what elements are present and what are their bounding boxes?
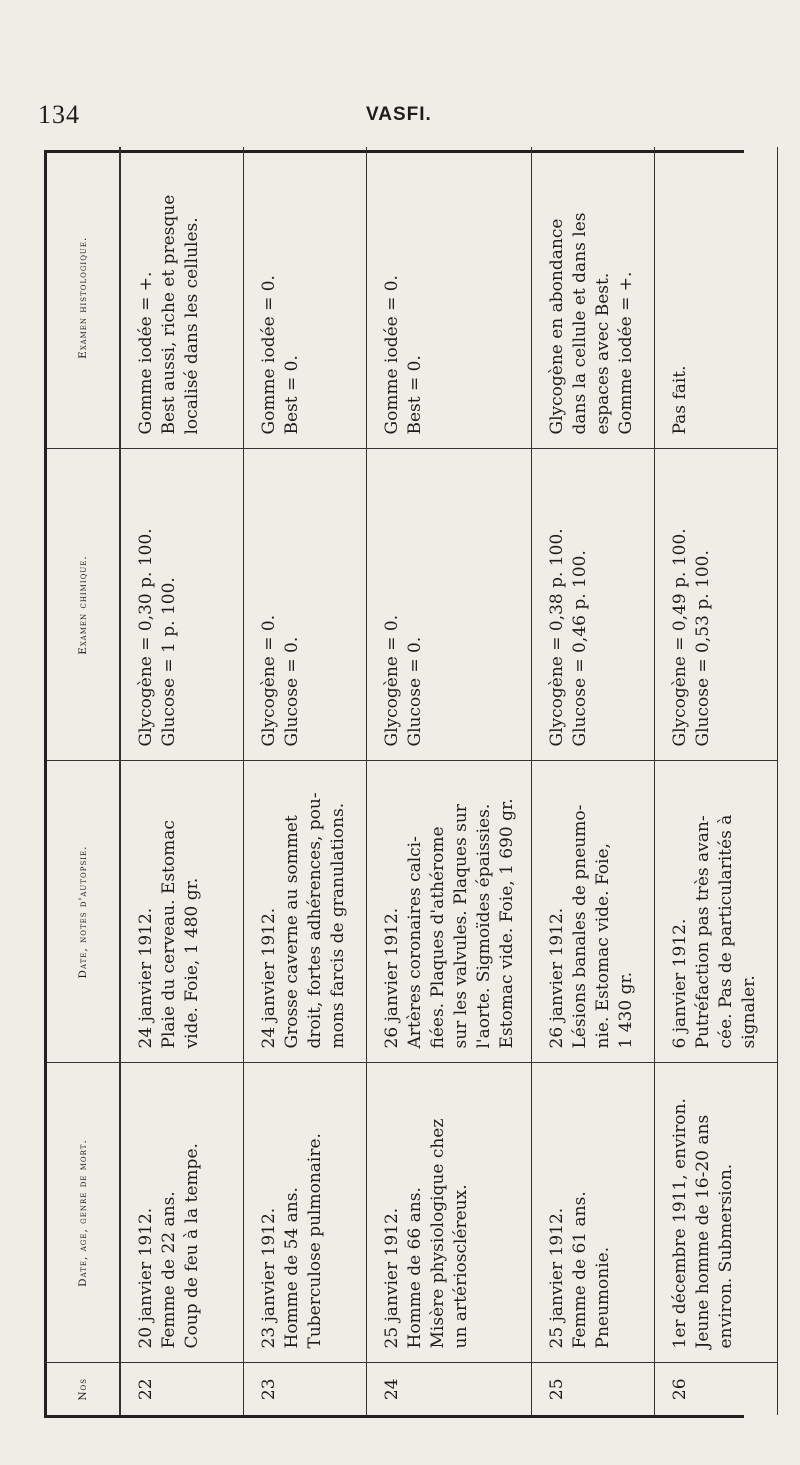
text-line: Best aussi, riche et presque — [159, 194, 179, 435]
text-line: Glucose = 0. — [405, 636, 425, 747]
text-line: 24 janvier 1912. — [136, 907, 156, 1049]
histological-cell — [120, 147, 244, 449]
page-number: 134 — [38, 100, 80, 129]
text-line: localisé dans les cellules. — [182, 217, 202, 435]
table-row — [367, 147, 532, 1415]
text-line: Glycogène en abondance — [547, 218, 567, 435]
death-cell — [532, 1063, 655, 1363]
autopsy-table-frame — [44, 150, 759, 1418]
table-header-row — [47, 147, 120, 1415]
text-line: 25 janvier 1912. — [547, 1207, 567, 1349]
rotated-table-container — [47, 147, 759, 1415]
table-row — [655, 147, 778, 1415]
text-line: Plaie du cerveau. Estomac — [159, 820, 179, 1049]
text-line: signaler. — [739, 975, 759, 1049]
column-header-death: Date, age, genre de mort. — [47, 1063, 120, 1363]
autopsy-cell — [367, 761, 532, 1063]
text-line: Pneumonie. — [593, 1246, 613, 1349]
text-line: 24 janvier 1912. — [259, 907, 279, 1049]
text-line: Glucose = 0,53 p. 100. — [693, 550, 713, 747]
text-line: dans la cellule et dans les — [570, 212, 590, 435]
histological-cell — [655, 147, 778, 449]
column-header-chemical: Examen chimique. — [47, 449, 120, 761]
text-line: Glycogène = 0,49 p. 100. — [670, 528, 690, 747]
text-line: l'aorte. Sigmoïdes épaissies. — [474, 803, 494, 1049]
histological-cell — [367, 147, 532, 449]
death-cell — [244, 1063, 367, 1363]
text-line: Gomme iodée = 0. — [382, 275, 402, 435]
chemical-cell — [367, 449, 532, 761]
text-line: 26 janvier 1912. — [382, 907, 402, 1049]
row-number: 22 — [120, 1363, 244, 1415]
text-line: fiées. Plaques d'athérome — [428, 826, 448, 1049]
text-line: vide. Foie, 1 480 gr. — [182, 877, 202, 1049]
death-cell — [120, 1063, 244, 1363]
text-line: Glycogène = 0,38 p. 100. — [547, 528, 567, 747]
row-number: 24 — [367, 1363, 532, 1415]
table-row — [244, 147, 367, 1415]
text-line: Gomme iodée = 0. — [259, 275, 279, 435]
text-line: 26 janvier 1912. — [547, 907, 567, 1049]
text-line: Gomme iodée = +. — [616, 271, 636, 435]
text-line: espaces avec Best. — [593, 272, 613, 435]
text-line: droit, fortes adhérences, pou- — [305, 792, 325, 1049]
death-cell — [655, 1063, 778, 1363]
text-line: 20 janvier 1912. — [136, 1207, 156, 1349]
autopsy-cell — [532, 761, 655, 1063]
autopsy-table — [47, 147, 778, 1415]
text-line: Homme de 54 ans. — [282, 1187, 302, 1349]
text-line: Glycogène = 0. — [382, 614, 402, 747]
text-line: Gomme iodée = +. — [136, 271, 156, 435]
table-row — [532, 147, 655, 1415]
text-line: Glycogène = 0,30 p. 100. — [136, 528, 156, 747]
text-line: 6 janvier 1912. — [670, 918, 690, 1049]
text-line: Putréfaction pas très avan- — [693, 815, 713, 1049]
autopsy-cell — [120, 761, 244, 1063]
text-line: Glucose = 1 p. 100. — [159, 577, 179, 747]
text-line: Glucose = 0,46 p. 100. — [570, 550, 590, 747]
autopsy-cell — [244, 761, 367, 1063]
histological-cell — [244, 147, 367, 449]
row-number: 23 — [244, 1363, 367, 1415]
column-header-number: Nos — [47, 1363, 120, 1415]
text-line: 23 janvier 1912. — [259, 1207, 279, 1349]
text-line: Estomac vide. Foie, 1 690 gr. — [497, 798, 517, 1049]
table-row — [120, 147, 244, 1415]
text-line: Glucose = 0. — [282, 636, 302, 747]
text-line: sur les valvules. Plaques sur — [451, 804, 471, 1049]
column-header-histological: Examen histologique. — [47, 147, 120, 449]
chemical-cell — [655, 449, 778, 761]
chemical-cell — [120, 449, 244, 761]
text-line: Artères coronaires calci- — [405, 836, 425, 1049]
text-line: Tuberculose pulmonaire. — [305, 1133, 325, 1349]
column-header-autopsy: Date, notes d'autopsie. — [47, 761, 120, 1063]
text-line: Grosse caverne au sommet — [282, 815, 302, 1049]
autopsy-cell — [655, 761, 778, 1063]
text-line: 25 janvier 1912. — [382, 1207, 402, 1349]
text-line: Coup de feu à la tempe. — [182, 1143, 202, 1349]
text-line: Pas fait. — [670, 365, 690, 435]
text-line: Glycogène = 0. — [259, 614, 279, 747]
histological-cell — [532, 147, 655, 449]
text-line: un artérioscléreux. — [451, 1184, 471, 1349]
text-line: cée. Pas de particularités à — [716, 814, 736, 1049]
row-number: 26 — [655, 1363, 778, 1415]
text-line: Jeune homme de 16-20 ans — [693, 1114, 713, 1349]
death-cell — [367, 1063, 532, 1363]
text-line: Lésions banales de pneumo- — [570, 804, 590, 1049]
text-line: Misère physiologique chez — [428, 1118, 448, 1349]
text-line: Homme de 66 ans. — [405, 1187, 425, 1349]
text-line: Best = 0. — [282, 355, 302, 435]
chemical-cell — [244, 449, 367, 761]
text-line: 1er décembre 1911, environ. — [670, 1098, 690, 1349]
text-line: nie. Estomac vide. Foie, — [593, 843, 613, 1049]
running-head: VASFI. — [366, 104, 432, 125]
text-line: 1 430 gr. — [616, 971, 636, 1049]
text-line: Femme de 61 ans. — [570, 1191, 590, 1349]
row-number: 25 — [532, 1363, 655, 1415]
text-line: mons farcis de granulations. — [328, 802, 348, 1049]
text-line: environ. Submersion. — [716, 1163, 736, 1349]
chemical-cell — [532, 449, 655, 761]
text-line: Femme de 22 ans. — [159, 1191, 179, 1349]
text-line: Best = 0. — [405, 355, 425, 435]
